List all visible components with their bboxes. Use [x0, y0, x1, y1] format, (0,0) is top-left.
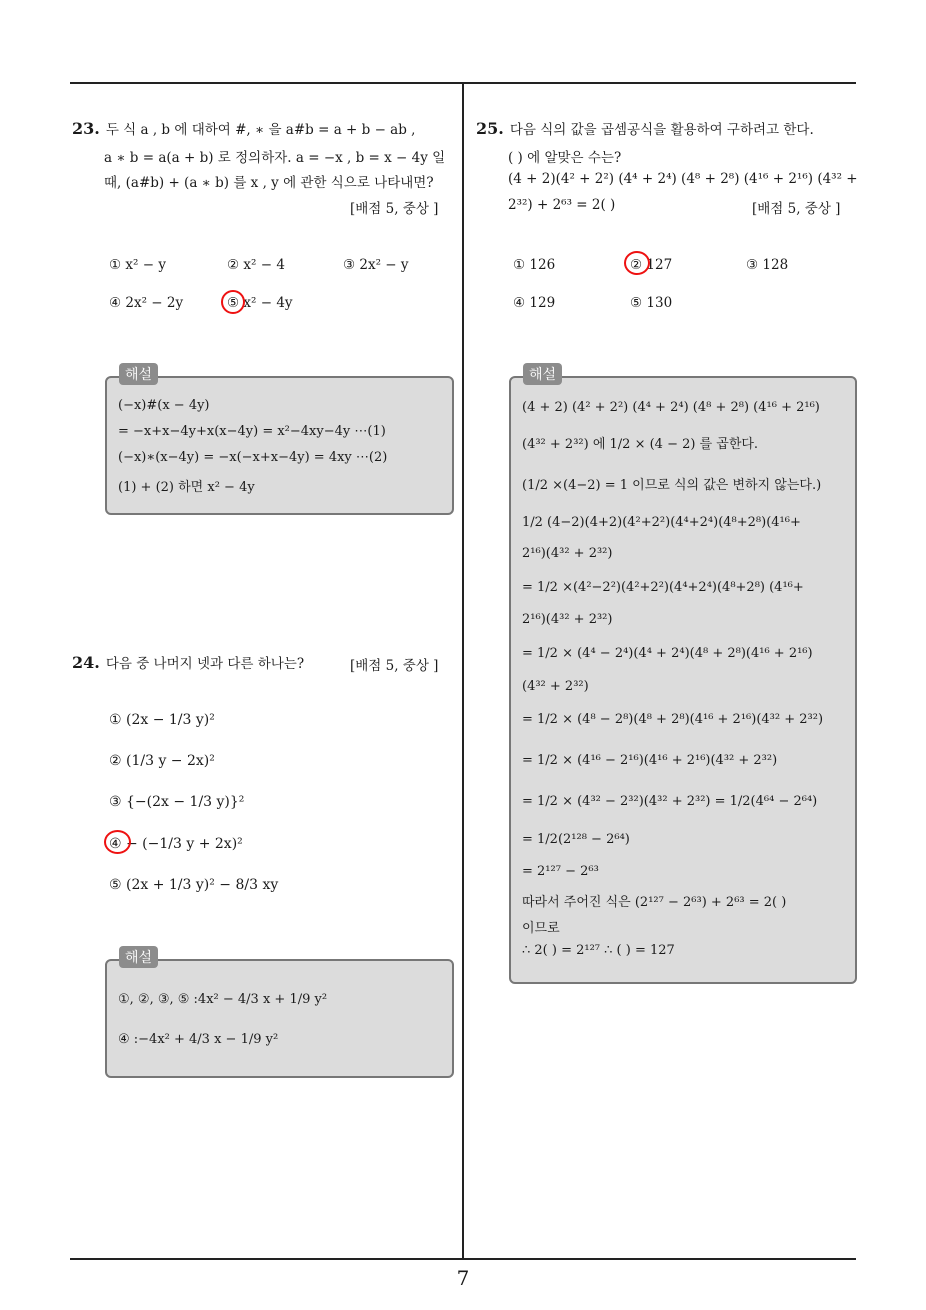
- solution-line: = 1/2 × (4⁸ − 2⁸)(4⁸ + 2⁸)(4¹⁶ + 2¹⁶)(4³² + 2³²): [522, 712, 824, 727]
- option-4[interactable]: ④ 129: [513, 295, 556, 311]
- solution-line: = 1/2 × (4⁴ − 2⁴)(4⁴ + 2⁴)(4⁸ + 2⁸)(4¹⁶ + 2¹⁶): [522, 646, 813, 661]
- solution-line: (−x)∗(x−4y) = −x(−x+x−4y) = 4xy ⋯(2): [118, 450, 388, 465]
- question-text-line: 다음 중 나머지 넷과 다른 하나는?: [105, 656, 305, 672]
- option-5[interactable]: ⑤ 130: [630, 295, 673, 311]
- answer-mark-circle: [221, 290, 245, 314]
- question-text-line: 다음 식의 값을 곱셈공식을 활용하여 구하려고 한다.: [509, 122, 814, 138]
- solution-tag: 해설: [523, 363, 562, 385]
- option-5[interactable]: ⑤ x² − 4y: [227, 295, 293, 311]
- question-number: 24.: [72, 653, 100, 672]
- solution-tag: 해설: [119, 946, 158, 968]
- score-meta: [배점 5, 중상 ]: [350, 658, 439, 674]
- solution-line: 2¹⁶)(4³² + 2³²): [522, 612, 613, 627]
- solution-line: 1/2 (4−2)(4+2)(4²+2²)(4⁴+2⁴)(4⁸+2⁸)(4¹⁶+: [522, 515, 801, 530]
- solution-box: [105, 959, 454, 1078]
- option-3[interactable]: ③ 2x² − y: [343, 257, 409, 273]
- solution-line: = 1/2(2¹²⁸ − 2⁶⁴): [522, 832, 630, 847]
- answer-mark-circle: [104, 830, 131, 854]
- column-divider: [462, 84, 464, 1259]
- question-text-line: ( ) 에 알맞은 수는?: [508, 150, 622, 166]
- solution-line: (4³² + 2³²) 에 1/2 × (4 − 2) 를 곱한다.: [522, 437, 759, 452]
- question-text-line: (4 + 2)(4² + 2²) (4⁴ + 2⁴) (4⁸ + 2⁸) (4¹⁶ + 2¹⁶) (4³² +: [508, 171, 858, 187]
- solution-line: (4³² + 2³²): [522, 679, 589, 694]
- solution-line: ①, ②, ③, ⑤ :4x² − 4/3 x + 1/9 y²: [118, 992, 328, 1007]
- answer-mark-circle: [624, 251, 650, 275]
- option-3[interactable]: ③ 128: [746, 257, 789, 273]
- solution-line: = −x+x−4y+x(x−4y) = x²−4xy−4y ⋯(1): [118, 424, 386, 439]
- option-3[interactable]: ③ {−(2x − 1/3 y)}²: [109, 794, 245, 810]
- bottom-rule: [70, 1258, 856, 1260]
- solution-line: ∴ 2( ) = 2¹²⁷ ∴ ( ) = 127: [522, 943, 675, 958]
- solution-line: (1/2 ×(4−2) = 1 이므로 식의 값은 변하지 않는다.): [522, 478, 822, 493]
- question-text-line: 두 식 a , b 에 대하여 #, ∗ 을 a#b = a + b − ab ,: [105, 122, 416, 138]
- option-2[interactable]: ② (1/3 y − 2x)²: [109, 753, 215, 769]
- option-4[interactable]: ④ − (−1/3 y + 2x)²: [109, 836, 243, 852]
- option-2[interactable]: ② 127: [630, 257, 673, 273]
- option-1[interactable]: ① x² − y: [109, 257, 166, 273]
- question-number: 23.: [72, 119, 100, 138]
- score-meta: [배점 5, 중상 ]: [350, 201, 439, 217]
- solution-line: 이므로: [522, 921, 560, 936]
- solution-line: (1) + (2) 하면 x² − 4y: [118, 480, 255, 495]
- solution-line: ④ :−4x² + 4/3 x − 1/9 y²: [118, 1032, 279, 1047]
- page-number: 7: [456, 1266, 470, 1290]
- question-text-line: a ∗ b = a(a + b) 로 정의하자. a = −x , b = x − 4y 일: [104, 150, 446, 166]
- solution-line: 2¹⁶)(4³² + 2³²): [522, 546, 613, 561]
- question-text-line: 2³²) + 2⁶³ = 2( ): [508, 197, 616, 213]
- solution-line: 따라서 주어진 식은 (2¹²⁷ − 2⁶³) + 2⁶³ = 2( ): [522, 895, 787, 910]
- score-meta: [배점 5, 중상 ]: [752, 201, 841, 217]
- solution-line: = 1/2 × (4¹⁶ − 2¹⁶)(4¹⁶ + 2¹⁶)(4³² + 2³²): [522, 753, 778, 768]
- solution-line: = 2¹²⁷ − 2⁶³: [522, 864, 599, 879]
- solution-line: (4 + 2) (4² + 2²) (4⁴ + 2⁴) (4⁸ + 2⁸) (4¹⁶ + 2¹⁶): [522, 400, 820, 415]
- option-1[interactable]: ① (2x − 1/3 y)²: [109, 712, 215, 728]
- solution-line: = 1/2 × (4³² − 2³²)(4³² + 2³²) = 1/2(4⁶⁴ − 2⁶⁴): [522, 794, 818, 809]
- option-1[interactable]: ① 126: [513, 257, 556, 273]
- question-number: 25.: [476, 119, 504, 138]
- option-4[interactable]: ④ 2x² − 2y: [109, 295, 184, 311]
- solution-line: (−x)#(x − 4y): [118, 398, 210, 413]
- option-2[interactable]: ② x² − 4: [227, 257, 285, 273]
- option-5[interactable]: ⑤ (2x + 1/3 y)² − 8/3 xy: [109, 877, 279, 893]
- solution-tag: 해설: [119, 363, 158, 385]
- question-text-line: 때, (a#b) + (a ∗ b) 를 x , y 에 관한 식으로 나타내면?: [104, 175, 434, 191]
- solution-line: = 1/2 ×(4²−2²)(4²+2²)(4⁴+2⁴)(4⁸+2⁸) (4¹⁶+: [522, 580, 804, 595]
